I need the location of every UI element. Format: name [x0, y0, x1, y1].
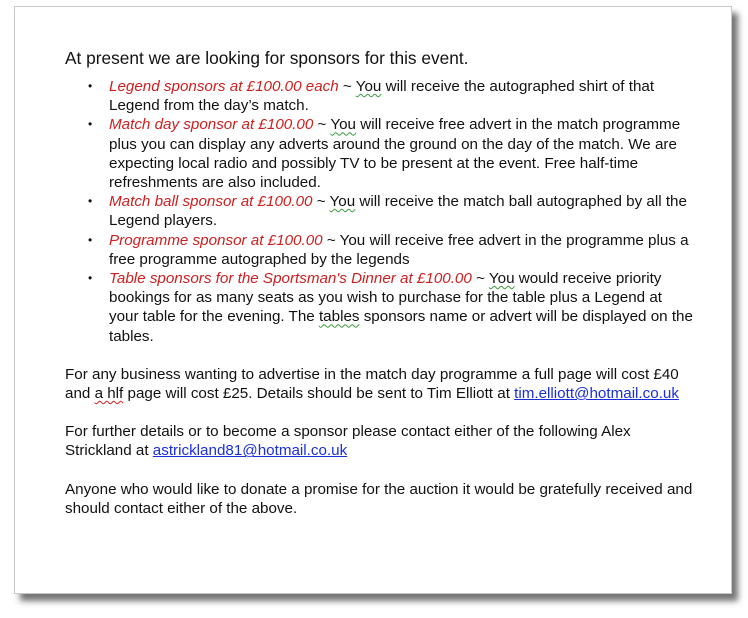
contact-paragraph	[65, 422, 695, 460]
email-link-tim[interactable]: tim.elliott@hotmail.co.uk	[514, 385, 679, 403]
bullet-icon: •	[88, 232, 93, 247]
sponsor-item-match-day	[88, 115, 695, 192]
sponsor-tier: Match ball sponsor at £100.00	[109, 193, 313, 211]
sponsor-item-programme	[88, 231, 695, 269]
sponsor-tier: Match day sponsor at £100.00	[109, 116, 314, 134]
sponsor-item-table	[88, 269, 695, 346]
bullet-icon: •	[88, 271, 93, 286]
tables-word: tables	[318, 308, 360, 326]
donate-paragraph: Anyone who would like to donate a promise for the auction it would be gratefully received and should contact either of the above.	[65, 480, 693, 517]
separator: ~	[338, 78, 356, 95]
sponsor-tier: Programme sponsor at £100.00	[109, 231, 323, 249]
you-word: You	[329, 193, 356, 211]
bullet-icon: •	[88, 117, 93, 132]
document-body	[65, 47, 695, 518]
sponsor-detail: will receive the match ball autographed by all the Legend players.	[109, 193, 687, 230]
advertise-text-end: page will cost £25. Details should be sent to Tim Elliott at	[123, 385, 515, 403]
email-link-alex[interactable]: astrickland81@hotmail.co.uk	[152, 442, 348, 460]
sponsor-detail: will receive the autographed shirt of that Legend from the day’s match.	[109, 78, 655, 115]
sponsor-tier: Table sponsors for the Sportsman's Dinner at £100.00	[109, 270, 472, 288]
sponsor-detail: ~ You will receive free advert in the programme plus a free programme autographed by the legends	[109, 231, 689, 268]
advertise-paragraph	[65, 365, 695, 403]
bullet-icon: •	[88, 194, 93, 209]
sponsor-detail: would receive priority bookings for as many seats as you wish to purchase for the table plus a Legend at your table for the evening. The	[109, 270, 662, 326]
sponsor-item-match-ball	[88, 192, 695, 230]
sponsor-detail: will receive free advert in the match programme plus you can display any adverts around the ground on the day of the match. We are expecting local radio and possibly TV to be present at the event. Free half-time refreshments are also included.	[109, 116, 681, 192]
you-word: You	[355, 78, 382, 95]
sponsor-list	[65, 77, 695, 346]
typo-hlf: a hlf	[94, 385, 124, 403]
separator: ~	[313, 116, 331, 134]
sponsor-detail-end: sponsors name or advert will be displayed on the tables.	[109, 308, 693, 345]
advertise-text: For any business wanting to advertise in the match day programme a full page will cost £40 and	[65, 365, 679, 403]
sponsor-item-legend	[88, 77, 695, 115]
bullet-icon: •	[88, 79, 93, 93]
separator: ~	[471, 270, 489, 288]
separator: ~	[312, 193, 330, 211]
document-page	[14, 6, 732, 594]
contact-text: For further details or to become a sponsor please contact either of the following Alex Strickland at	[65, 423, 631, 460]
you-word: You	[330, 116, 357, 134]
page-heading: At present we are looking for sponsors for this event.	[65, 48, 469, 68]
sponsor-tier: Legend sponsors at £100.00 each	[109, 78, 339, 95]
you-word: You	[488, 270, 515, 288]
